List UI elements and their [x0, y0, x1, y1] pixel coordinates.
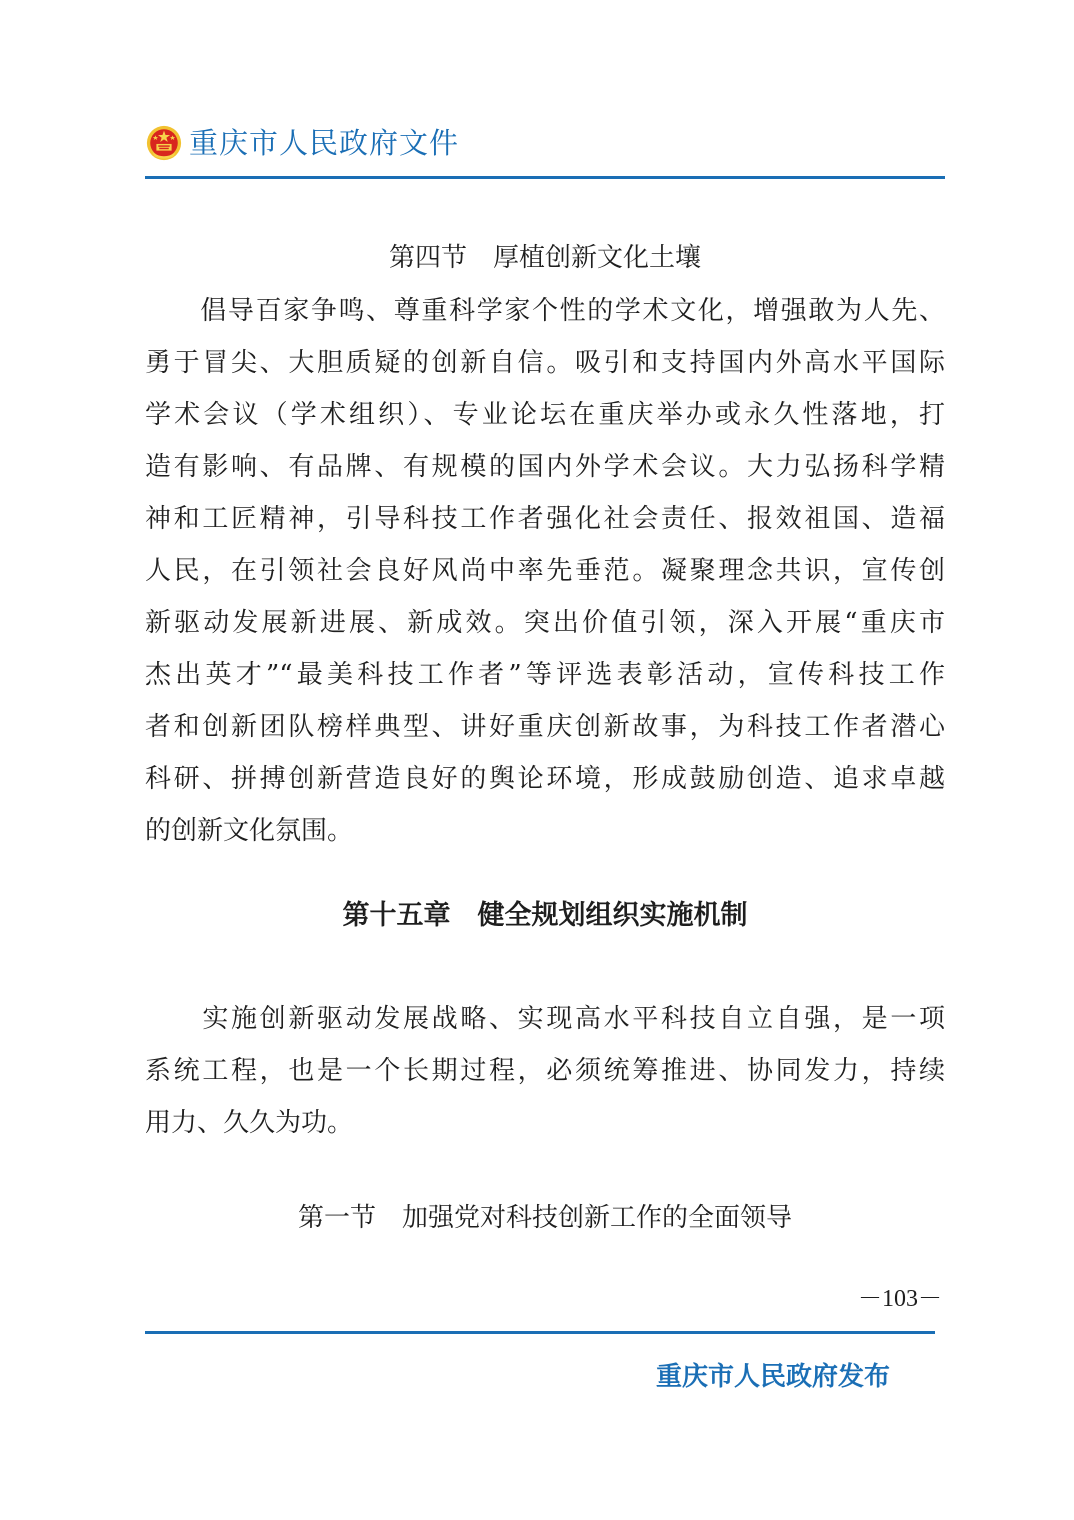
chapter-paragraph	[145, 993, 945, 1149]
paragraph-line: 造有影响、有品牌、有规模的国内外学术会议。大力弘扬科学精	[145, 452, 945, 482]
paragraph-line: 学术会议（学术组织）、专业论坛在重庆举办或永久性落地，打	[145, 400, 945, 430]
chapter-heading: 第十五章 健全规划组织实施机制	[342, 900, 748, 931]
paragraph-line: 者和创新团队榜样典型、讲好重庆创新故事，为科技工作者潜心	[145, 712, 945, 742]
paragraph-line: 科研、拼搏创新营造良好的舆论环境，形成鼓励创造、追求卓越	[145, 764, 945, 794]
paragraph-line: 系统工程，也是一个长期过程，必须统筹推进、协同发力，持续	[145, 1056, 945, 1086]
page-number: －103－	[858, 1286, 942, 1312]
paragraph-line: 用力、久久为功。	[145, 1108, 354, 1138]
paragraph-line: 人民，在引领社会良好风尚中率先垂范。凝聚理念共识，宣传创	[145, 556, 945, 586]
paragraph-line: 杰出英才”“最美科技工作者”等评选表彰活动，宣传科技工作	[145, 660, 945, 690]
section-heading: 第一节 加强党对科技创新工作的全面领导	[297, 1203, 792, 1233]
paragraph-line: 勇于冒尖、大胆质疑的创新自信。吸引和支持国内外高水平国际	[145, 348, 945, 378]
header-divider	[145, 176, 945, 179]
national-emblem-icon	[145, 124, 183, 162]
footer-publisher: 重庆市人民政府发布	[655, 1362, 890, 1392]
paragraph-line: 的创新文化氛围。	[145, 816, 354, 846]
paragraph-line: 倡导百家争鸣、尊重科学家个性的学术文化，增强敢为人先、	[145, 296, 945, 326]
header-title: 重庆市人民政府文件	[189, 125, 460, 160]
footer-divider	[145, 1331, 935, 1334]
paragraph-line: 神和工匠精神，引导科技工作者强化社会责任、报效祖国、造福	[145, 504, 945, 534]
document-header	[145, 118, 945, 168]
section-heading: 第四节 厚植创新文化土壤	[388, 243, 701, 273]
paragraph-line: 新驱动发展新进展、新成效。突出价值引领，深入开展“重庆市	[145, 608, 945, 638]
section-paragraph	[145, 285, 945, 857]
paragraph-line: 实施创新驱动发展战略、实现高水平科技自立自强，是一项	[145, 1004, 945, 1034]
